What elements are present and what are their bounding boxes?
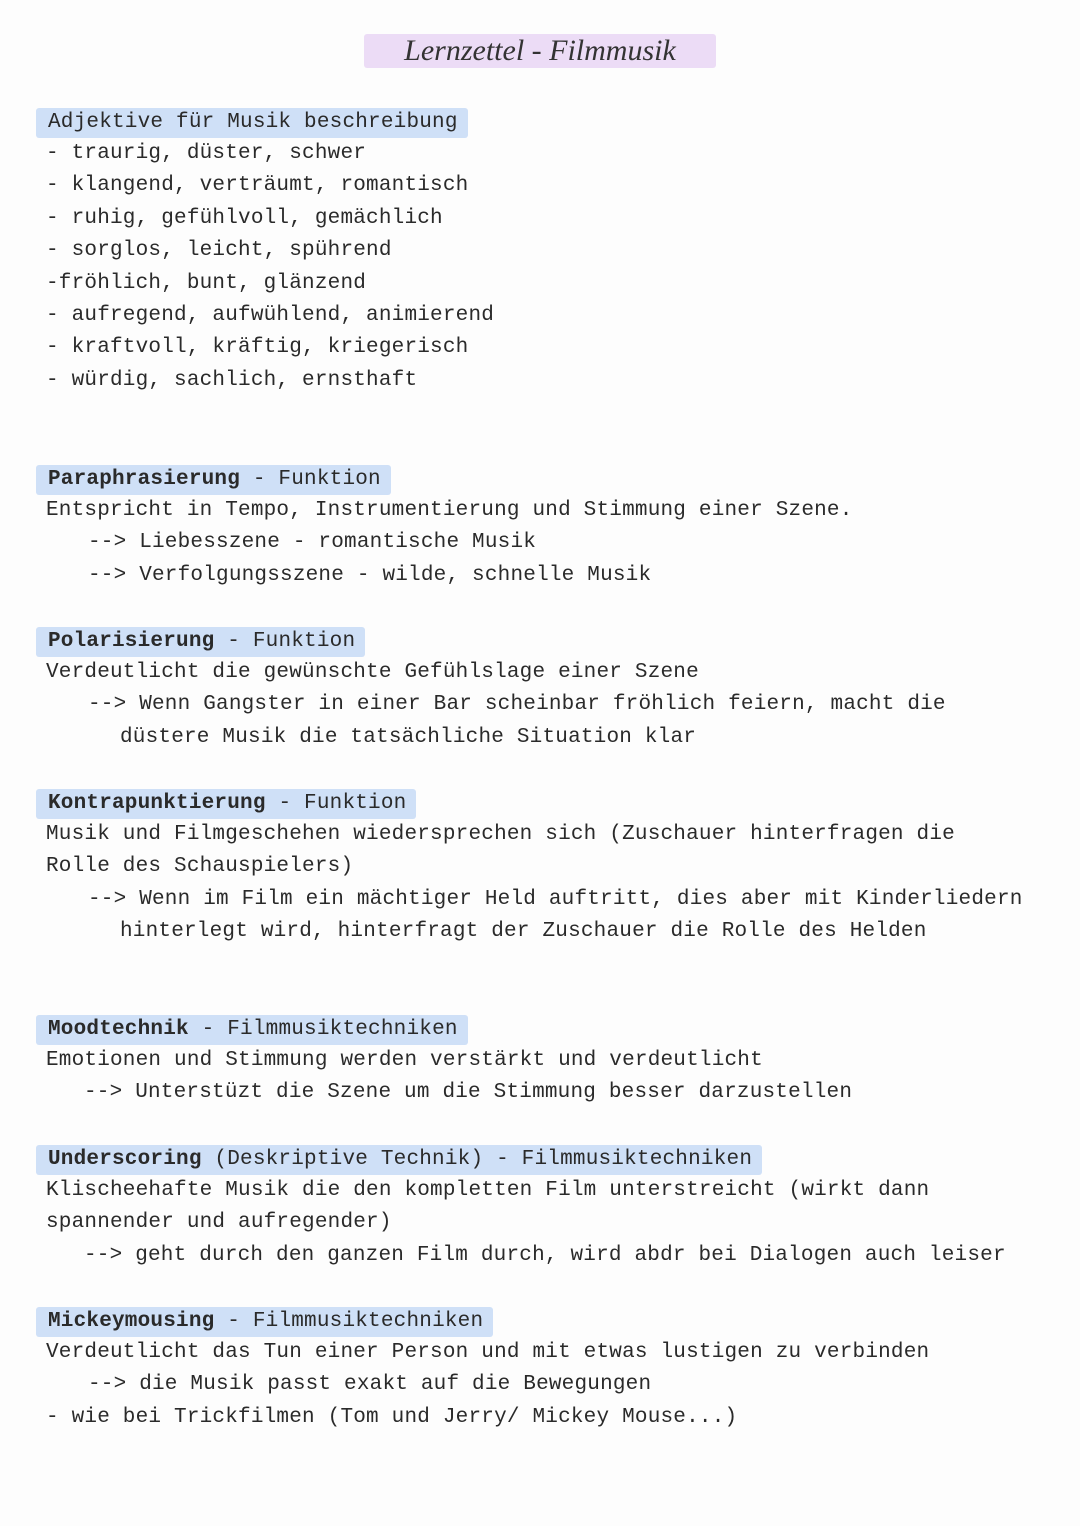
term: Moodtechnik bbox=[48, 1018, 189, 1041]
definition-continued: Rolle des Schauspielers) bbox=[46, 855, 354, 879]
section-adjectives bbox=[0, 108, 1080, 397]
definition: Emotionen und Stimmung werden verstärkt und verdeutlicht bbox=[46, 1049, 763, 1072]
list-item: - wie bei Trickfilmen (Tom und Jerry/ Mickey Mouse...) bbox=[46, 1405, 738, 1429]
mickeymousing-heading bbox=[36, 1307, 493, 1337]
adjective-item: - aufregend, aufwühlend, animierend bbox=[46, 304, 495, 328]
example: --> Verfolgungsszene - wilde, schnelle Musik bbox=[88, 563, 652, 587]
definition: Verdeutlicht die gewünschte Gefühlslage einer Szene bbox=[46, 661, 699, 684]
term: Underscoring bbox=[48, 1148, 202, 1171]
category: - Filmmusiktechniken bbox=[214, 1310, 484, 1333]
category: - Filmmusiktechniken bbox=[188, 1018, 458, 1041]
category: - Funktion bbox=[214, 630, 356, 653]
adjective-item: - kraftvoll, kräftig, kriegerisch bbox=[46, 336, 469, 360]
adjective-item: - sorglos, leicht, spührend bbox=[46, 239, 392, 263]
section-moodtechnik bbox=[0, 1015, 1080, 1110]
underscoring-heading bbox=[36, 1145, 762, 1175]
example: --> geht durch den ganzen Film durch, wird abdr bei Dialogen auch leiser bbox=[84, 1243, 1006, 1267]
paraphrasierung-heading bbox=[36, 465, 391, 495]
adjective-item: -fröhlich, bunt, glänzend bbox=[46, 271, 367, 295]
subtitle: (Deskriptive Technik) bbox=[201, 1148, 484, 1171]
adjective-item: - traurig, düster, schwer bbox=[46, 142, 367, 165]
term: Kontrapunktierung bbox=[48, 792, 266, 815]
section-polarisierung bbox=[0, 627, 1080, 754]
term: Paraphrasierung bbox=[48, 468, 241, 491]
definition: Verdeutlicht das Tun einer Person und mit etwas lustigen zu verbinden bbox=[46, 1341, 930, 1364]
example: --> Liebesszene - romantische Musik bbox=[88, 531, 537, 555]
section-paraphrasierung bbox=[0, 465, 1080, 592]
example: --> Wenn Gangster in einer Bar scheinbar fröhlich feiern, macht die bbox=[88, 693, 946, 717]
term: Polarisierung bbox=[48, 630, 215, 653]
adjective-item: - ruhig, gefühlvoll, gemächlich bbox=[46, 206, 443, 230]
adjective-item: - würdig, sachlich, ernsthaft bbox=[46, 368, 418, 392]
kontrapunktierung-heading bbox=[36, 789, 416, 819]
moodtechnik-heading bbox=[36, 1015, 468, 1045]
section-kontrapunktierung bbox=[0, 789, 1080, 949]
category: - Filmmusiktechniken bbox=[483, 1148, 753, 1171]
example: --> die Musik passt exakt auf die Bewegungen bbox=[88, 1373, 652, 1397]
adjective-item: - klangend, verträumt, romantisch bbox=[46, 174, 469, 198]
section-mickeymousing bbox=[0, 1307, 1080, 1434]
adjectives-heading: Adjektive für Musik beschreibung bbox=[36, 108, 468, 138]
example: --> Unterstüzt die Szene um die Stimmung besser darzustellen bbox=[84, 1081, 853, 1105]
page-title: Lernzettel - Filmmusik bbox=[364, 34, 716, 68]
definition-continued: spannender und aufregender) bbox=[46, 1211, 392, 1235]
example-continued: düstere Musik die tatsächliche Situation klar bbox=[120, 725, 697, 749]
section-underscoring bbox=[0, 1145, 1080, 1272]
polarisierung-heading bbox=[36, 627, 365, 657]
category: - Funktion bbox=[240, 468, 381, 491]
term: Mickeymousing bbox=[48, 1310, 215, 1333]
category: - Funktion bbox=[265, 792, 407, 815]
definition: Entspricht in Tempo, Instrumentierung und Stimmung einer Szene. bbox=[46, 499, 853, 522]
example: --> Wenn im Film ein mächtiger Held auftritt, dies aber mit Kinderliedern bbox=[88, 887, 1023, 911]
example-continued: hinterlegt wird, hinterfragt der Zuschauer die Rolle des Helden bbox=[120, 920, 927, 944]
definition: Klischeehafte Musik die den kompletten Film unterstreicht (wirkt dann bbox=[46, 1179, 930, 1202]
definition: Musik und Filmgeschehen wiedersprechen sich (Zuschauer hinterfragen die bbox=[46, 823, 955, 846]
